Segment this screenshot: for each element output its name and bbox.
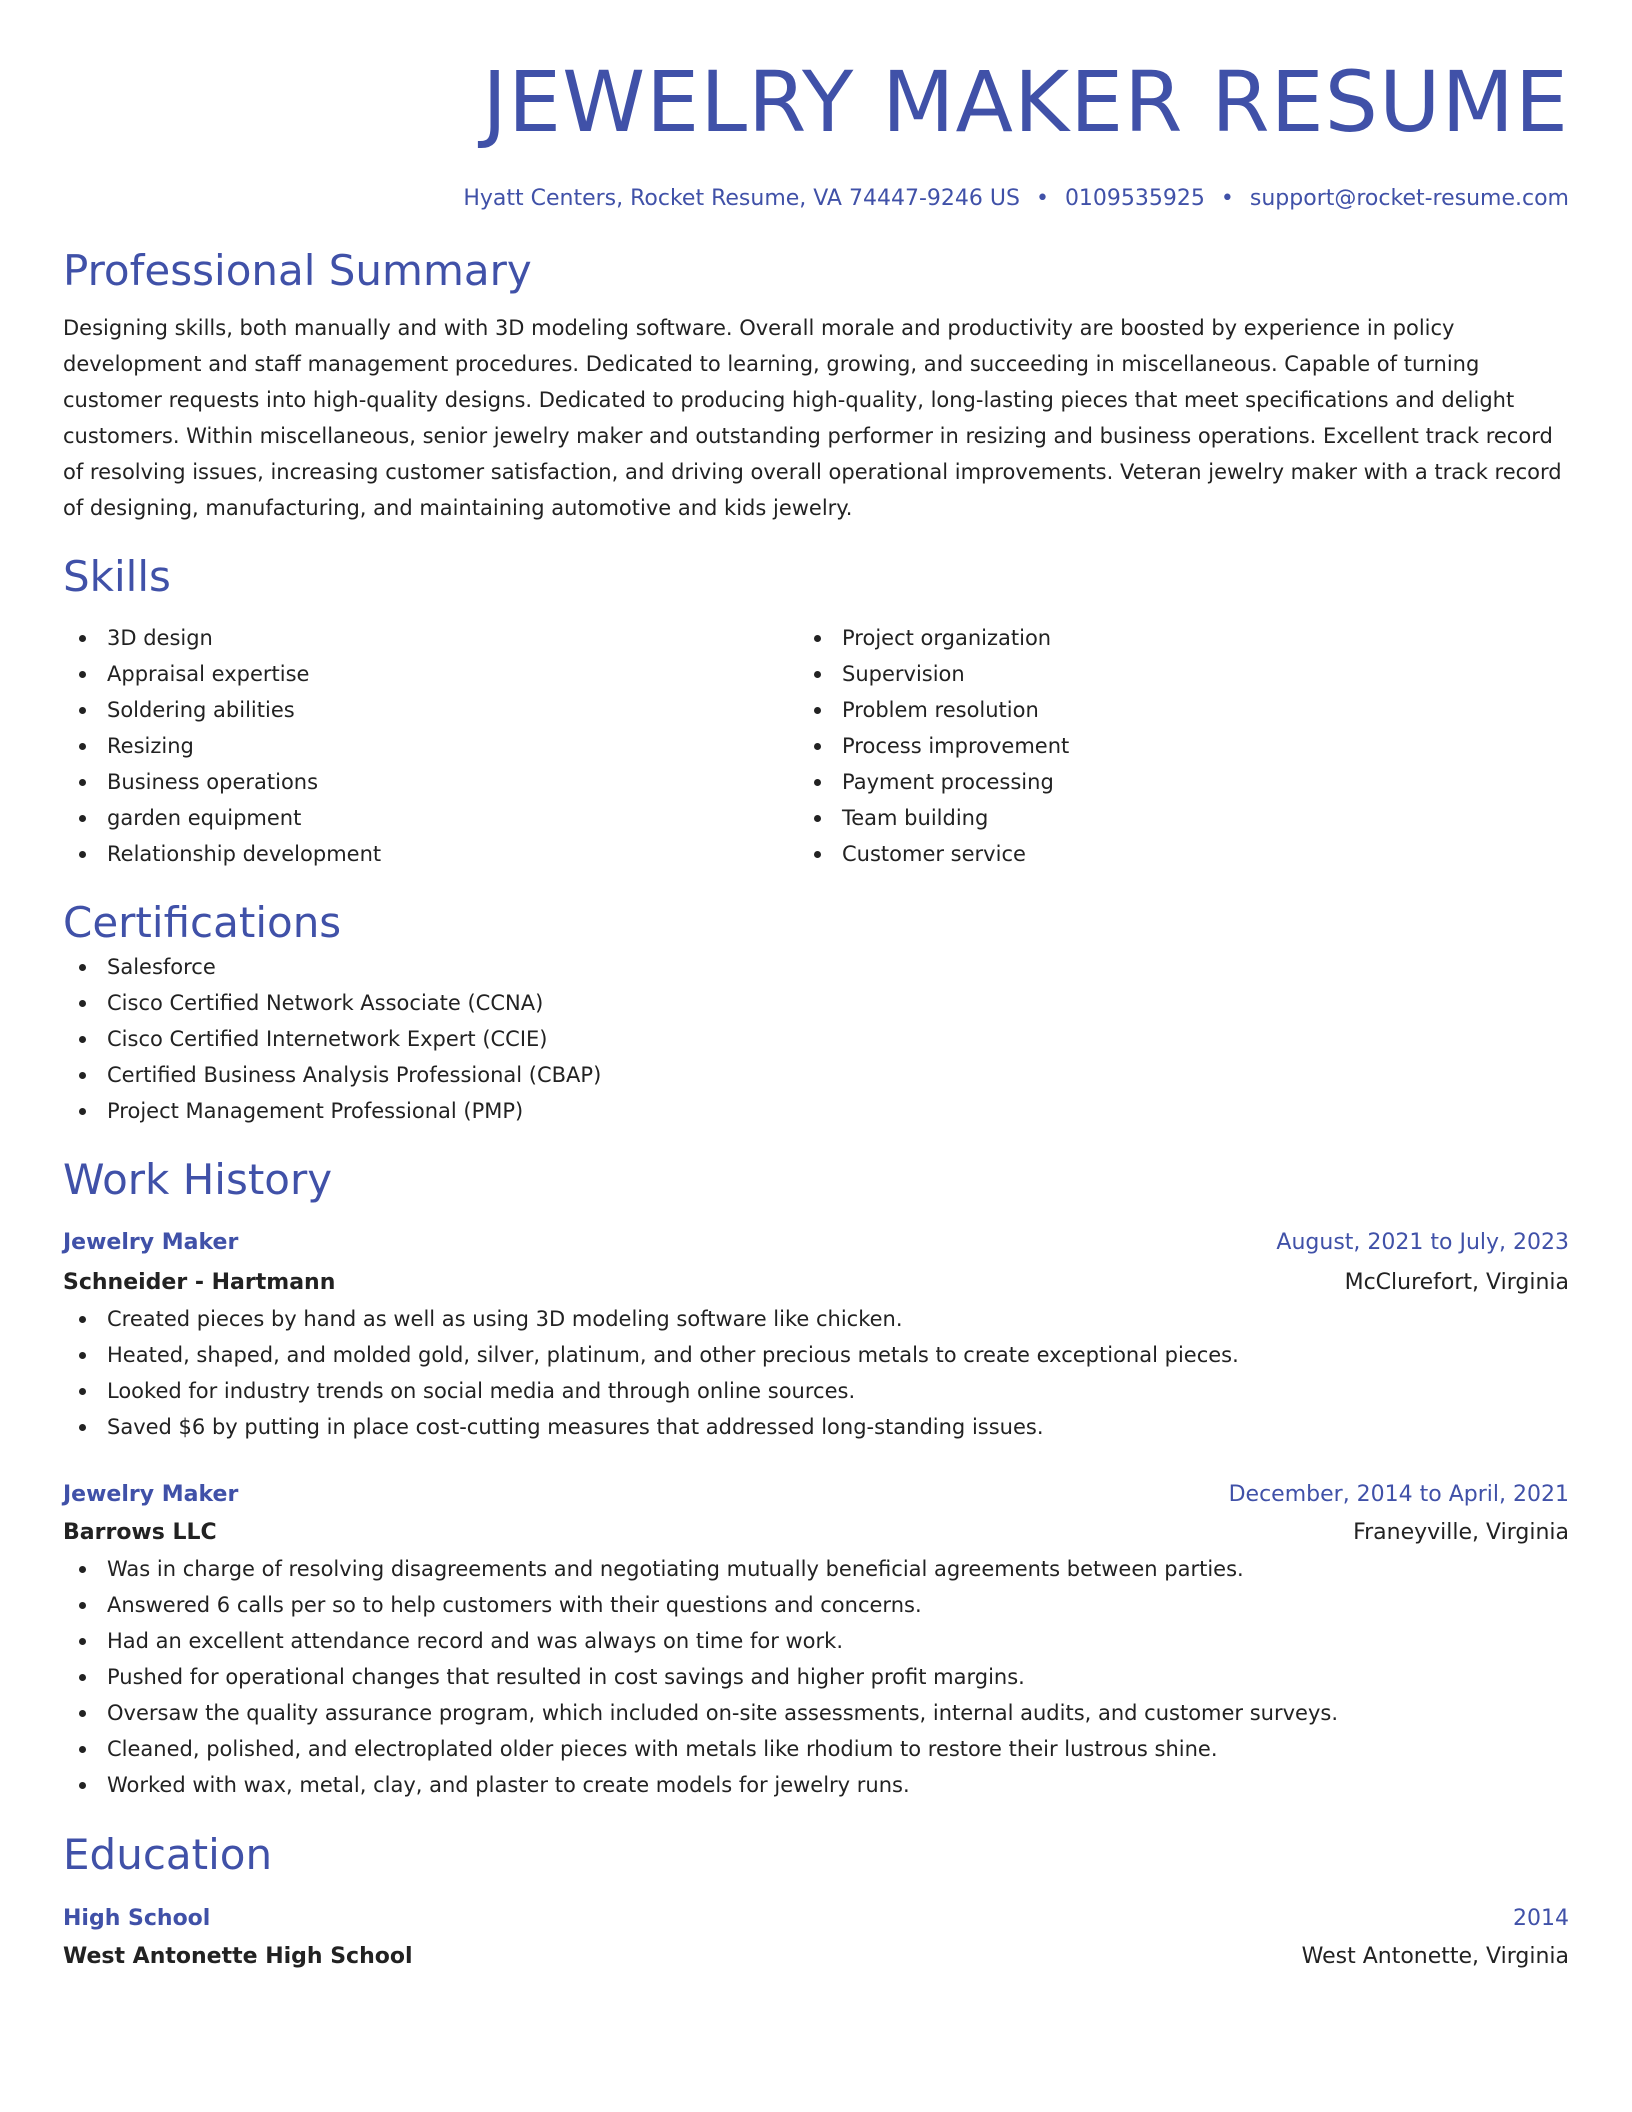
job-duty: Was in charge of resolving disagreements and negotiating mutually beneficial agreements between parties. [63,1551,1569,1587]
certification-item: Cisco Certified Internetwork Expert (CCIE) [63,1021,1569,1057]
job-duty: Oversaw the quality assurance program, which included on-site assessments, internal audits, and customer surveys. [63,1695,1569,1731]
job-duty: Created pieces by hand as well as using 3D modeling software like chicken. [63,1301,1569,1337]
skills-heading: Skills [63,552,171,601]
job-duties-list [63,1551,1569,1803]
skill-item: Business operations [63,764,798,800]
job-duty: Pushed for operational changes that resulted in cost savings and higher profit margins. [63,1659,1569,1695]
skill-item: Process improvement [798,728,1533,764]
summary-text: Designing skills, both manually and with 3D modeling software. Overall morale and productivity are boosted by experience in policy development and staff management procedures. Dedicated to learning, growing, and succeeding in miscellaneous. Capable of turning customer requests into high-quality designs. Dedicated to producing high-quality, long-lasting pieces that meet specifications and delight customers. Within miscellaneous, senior jewelry maker and outstanding performer in resizing and business operations. Excellent track record of resolving issues, increasing customer satisfaction, and driving overall operational improvements. Veteran jewelry maker with a track record of designing, manufacturing, and maintaining automotive and kids jewelry. [63,316,1562,520]
job-entry [63,1225,1569,1445]
skills-list-right [798,620,1533,872]
contact-phone: 0109535925 [1064,186,1205,211]
resume-title: JEWELRY MAKER RESUME [482,53,1569,151]
skill-item: Customer service [798,836,1533,872]
skill-item: Problem resolution [798,692,1533,728]
contact-line [63,184,1569,214]
job-company: Schneider - Hartmann [63,1270,336,1295]
job-duties-list [63,1301,1569,1445]
education-year: 2014 [1513,1906,1569,1931]
job-duty: Answered 6 calls per so to help customers with their questions and concerns. [63,1587,1569,1623]
job-title: Jewelry Maker [63,1482,239,1507]
skill-item: Resizing [63,728,798,764]
certification-item: Certified Business Analysis Professional (CBAP) [63,1057,1569,1093]
job-duty: Worked with wax, metal, clay, and plaster to create models for jewelry runs. [63,1767,1569,1803]
job-duty: Heated, shaped, and molded gold, silver, platinum, and other precious metals to create exceptional pieces. [63,1337,1569,1373]
job-dates: December, 2014 to April, 2021 [1228,1482,1569,1507]
contact-email[interactable]: support@rocket-resume.com [1249,186,1569,211]
job-location: McClurefort, Virginia [1344,1270,1569,1295]
job-title: Jewelry Maker [63,1230,239,1255]
contact-separator: • [1220,186,1234,211]
job-entry [63,1477,1569,1803]
skill-item: Team building [798,800,1533,836]
education-location: West Antonette, Virginia [1301,1944,1569,1969]
job-duty: Had an excellent attendance record and was always on time for work. [63,1623,1569,1659]
skill-item: Soldering abilities [63,692,798,728]
education-degree: High School [63,1906,211,1931]
skills-list-left [63,620,798,872]
skills-column-right [798,620,1533,872]
skills-columns [63,620,1569,872]
contact-address: Hyatt Centers, Rocket Resume, VA 74447-9246 US [463,186,1020,211]
skill-item: Supervision [798,656,1533,692]
job-header [63,1225,1569,1261]
certification-item: Cisco Certified Network Associate (CCNA) [63,985,1569,1021]
certifications-heading: Certifications [63,898,342,947]
certifications-list [63,949,1569,1129]
job-location: Franeyville, Virginia [1353,1520,1569,1545]
skills-column-left [63,620,798,872]
education-subheader [63,1939,1569,1975]
contact-separator: • [1035,186,1049,211]
job-dates: August, 2021 to July, 2023 [1276,1230,1569,1255]
education-school: West Antonette High School [63,1944,413,1969]
job-subheader [63,1515,1569,1551]
work-history-heading: Work History [63,1155,333,1204]
job-subheader [63,1265,1569,1301]
education-header [63,1901,1569,1937]
certification-item: Project Management Professional (PMP) [63,1093,1569,1129]
skill-item: Project organization [798,620,1533,656]
skill-item: Relationship development [63,836,798,872]
education-entry [63,1901,1569,1975]
job-company: Barrows LLC [63,1520,217,1545]
certification-item: Salesforce [63,949,1569,985]
summary-heading: Professional Summary [63,246,532,295]
job-header [63,1477,1569,1513]
skill-item: garden equipment [63,800,798,836]
skill-item: Appraisal expertise [63,656,798,692]
job-duty: Cleaned, polished, and electroplated older pieces with metals like rhodium to restore their lustrous shine. [63,1731,1569,1767]
education-heading: Education [63,1830,273,1879]
skill-item: 3D design [63,620,798,656]
job-duty: Looked for industry trends on social media and through online sources. [63,1373,1569,1409]
job-duty: Saved $6 by putting in place cost-cutting measures that addressed long-standing issues. [63,1409,1569,1445]
skill-item: Payment processing [798,764,1533,800]
